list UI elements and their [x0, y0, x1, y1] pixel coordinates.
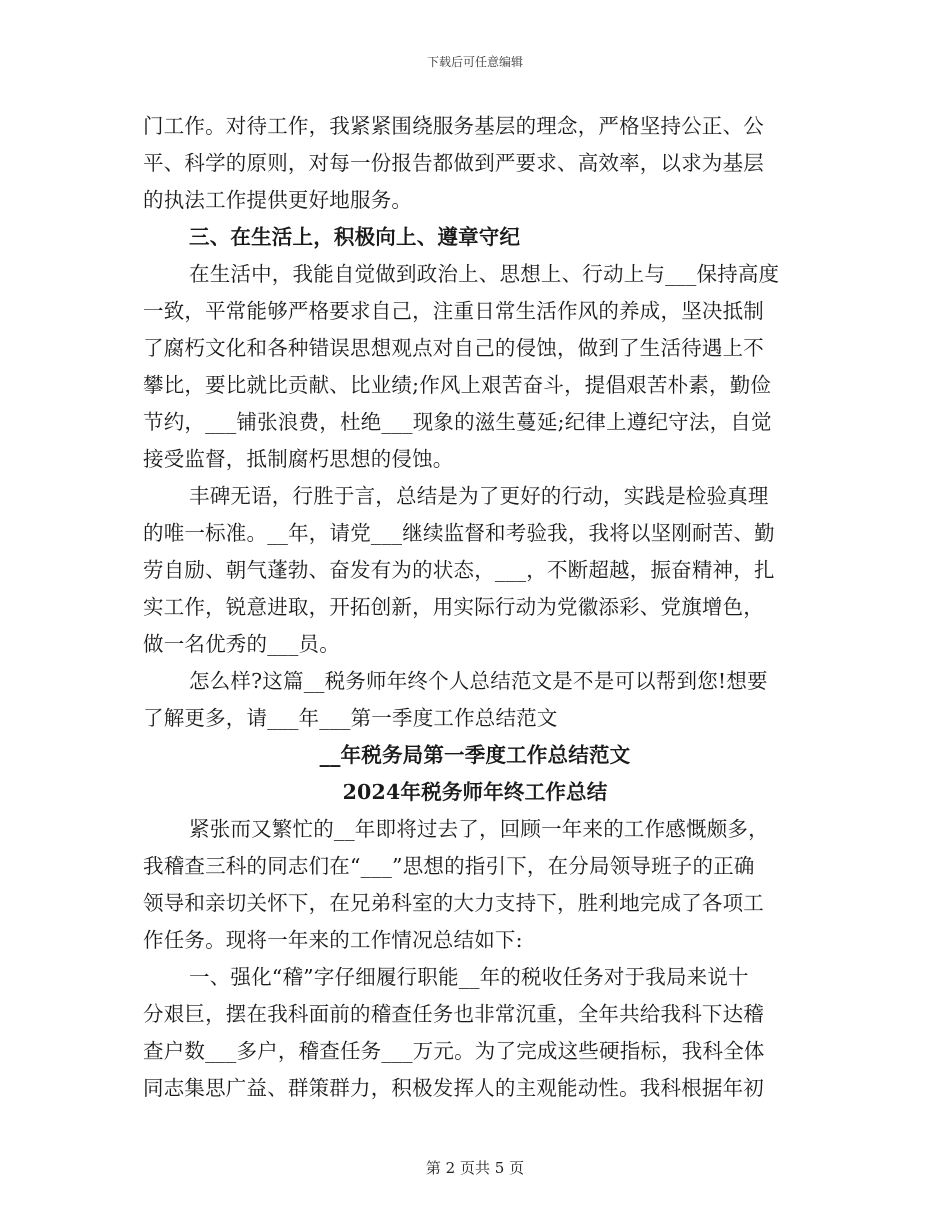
text-line: 查户数___多户，稽查任务___万元。为了完成这些硬指标，我科全体 [143, 1039, 765, 1063]
text-line: 的唯一标准。__年，请党___继续监督和考验我，我将以坚刚耐苦、勤 [143, 521, 775, 545]
text-line: 平、科学的原则，对每一份报告都做到严要求、高效率，以求为基层 [143, 151, 764, 175]
section-heading: __年税务局第一季度工作总结范文 [319, 743, 631, 767]
text-line: 接受监督，抵制腐朽思想的侵蚀。 [143, 447, 454, 471]
page-footer: 第 2 页共 5 页 [425, 1159, 525, 1177]
text-line: 紧张而又繁忙的__年即将过去了，回顾一年来的工作感慨颇多， [189, 817, 769, 841]
text-line: 分艰巨，摆在我科面前的稽查任务也非常沉重，全年共给我科下达稽 [143, 1002, 764, 1026]
page-header: 下载后可任意编辑 [426, 55, 523, 69]
document-body [143, 108, 807, 1107]
text-line: 实工作，锐意进取，开拓创新，用实际行动为党徽添彩、党旗增色， [143, 595, 764, 619]
text-line: 在生活中，我能自觉做到政治上、思想上、行动上与___保持高度 [189, 262, 780, 286]
text-line: 门工作。对待工作，我紧紧围绕服务基层的理念，严格坚持公正、公 [143, 114, 764, 138]
text-line: 同志集思广益、群策群力，积极发挥人的主观能动性。我科根据年初 [143, 1076, 764, 1100]
text-line: 领导和亲切关怀下，在兄弟科室的大力支持下，胜利地完成了各项工 [143, 891, 764, 915]
section-heading: 2024年税务师年终工作总结 [342, 780, 608, 804]
text-line: 的执法工作提供更好地服务。 [143, 188, 413, 212]
text-line: 我稽查三科的同志们在“___”思想的指引下，在分局领导班子的正确 [143, 854, 755, 878]
text-line: 做一名优秀的___员。 [143, 632, 340, 656]
text-line: 怎么样?这篇__税务师年终个人总结范文是不是可以帮到您!想要 [189, 669, 768, 693]
text-line: 了解更多，请___年___第一季度工作总结范文 [143, 706, 558, 730]
section-heading: 三、在生活上，积极向上、遵章守纪 [189, 225, 521, 249]
text-line: 了腐朽文化和各种错误思想观点对自己的侵蚀，做到了生活待遇上不 [143, 336, 764, 360]
text-line: 劳自励、朝气蓬勃、奋发有为的状态，___，不断超越，振奋精神，扎 [143, 558, 775, 582]
text-line: 一致，平常能够严格要求自己，注重日常生活作风的养成，坚决抵制 [143, 299, 764, 323]
text-line: 丰碑无语，行胜于言，总结是为了更好的行动，实践是检验真理 [189, 484, 769, 508]
text-line: 节约，___铺张浪费，杜绝___现象的滋生蔓延;纪律上遵纪守法，自觉 [143, 410, 772, 434]
text-line: 作任务。现将一年来的工作情况总结如下: [143, 928, 523, 952]
text-line: 攀比，要比就比贡献、比业绩;作风上艰苦奋斗，提倡艰苦朴素，勤俭 [143, 373, 772, 397]
text-line: 一、强化“稽”字仔细履行职能__年的税收任务对于我局来说十 [189, 965, 749, 989]
